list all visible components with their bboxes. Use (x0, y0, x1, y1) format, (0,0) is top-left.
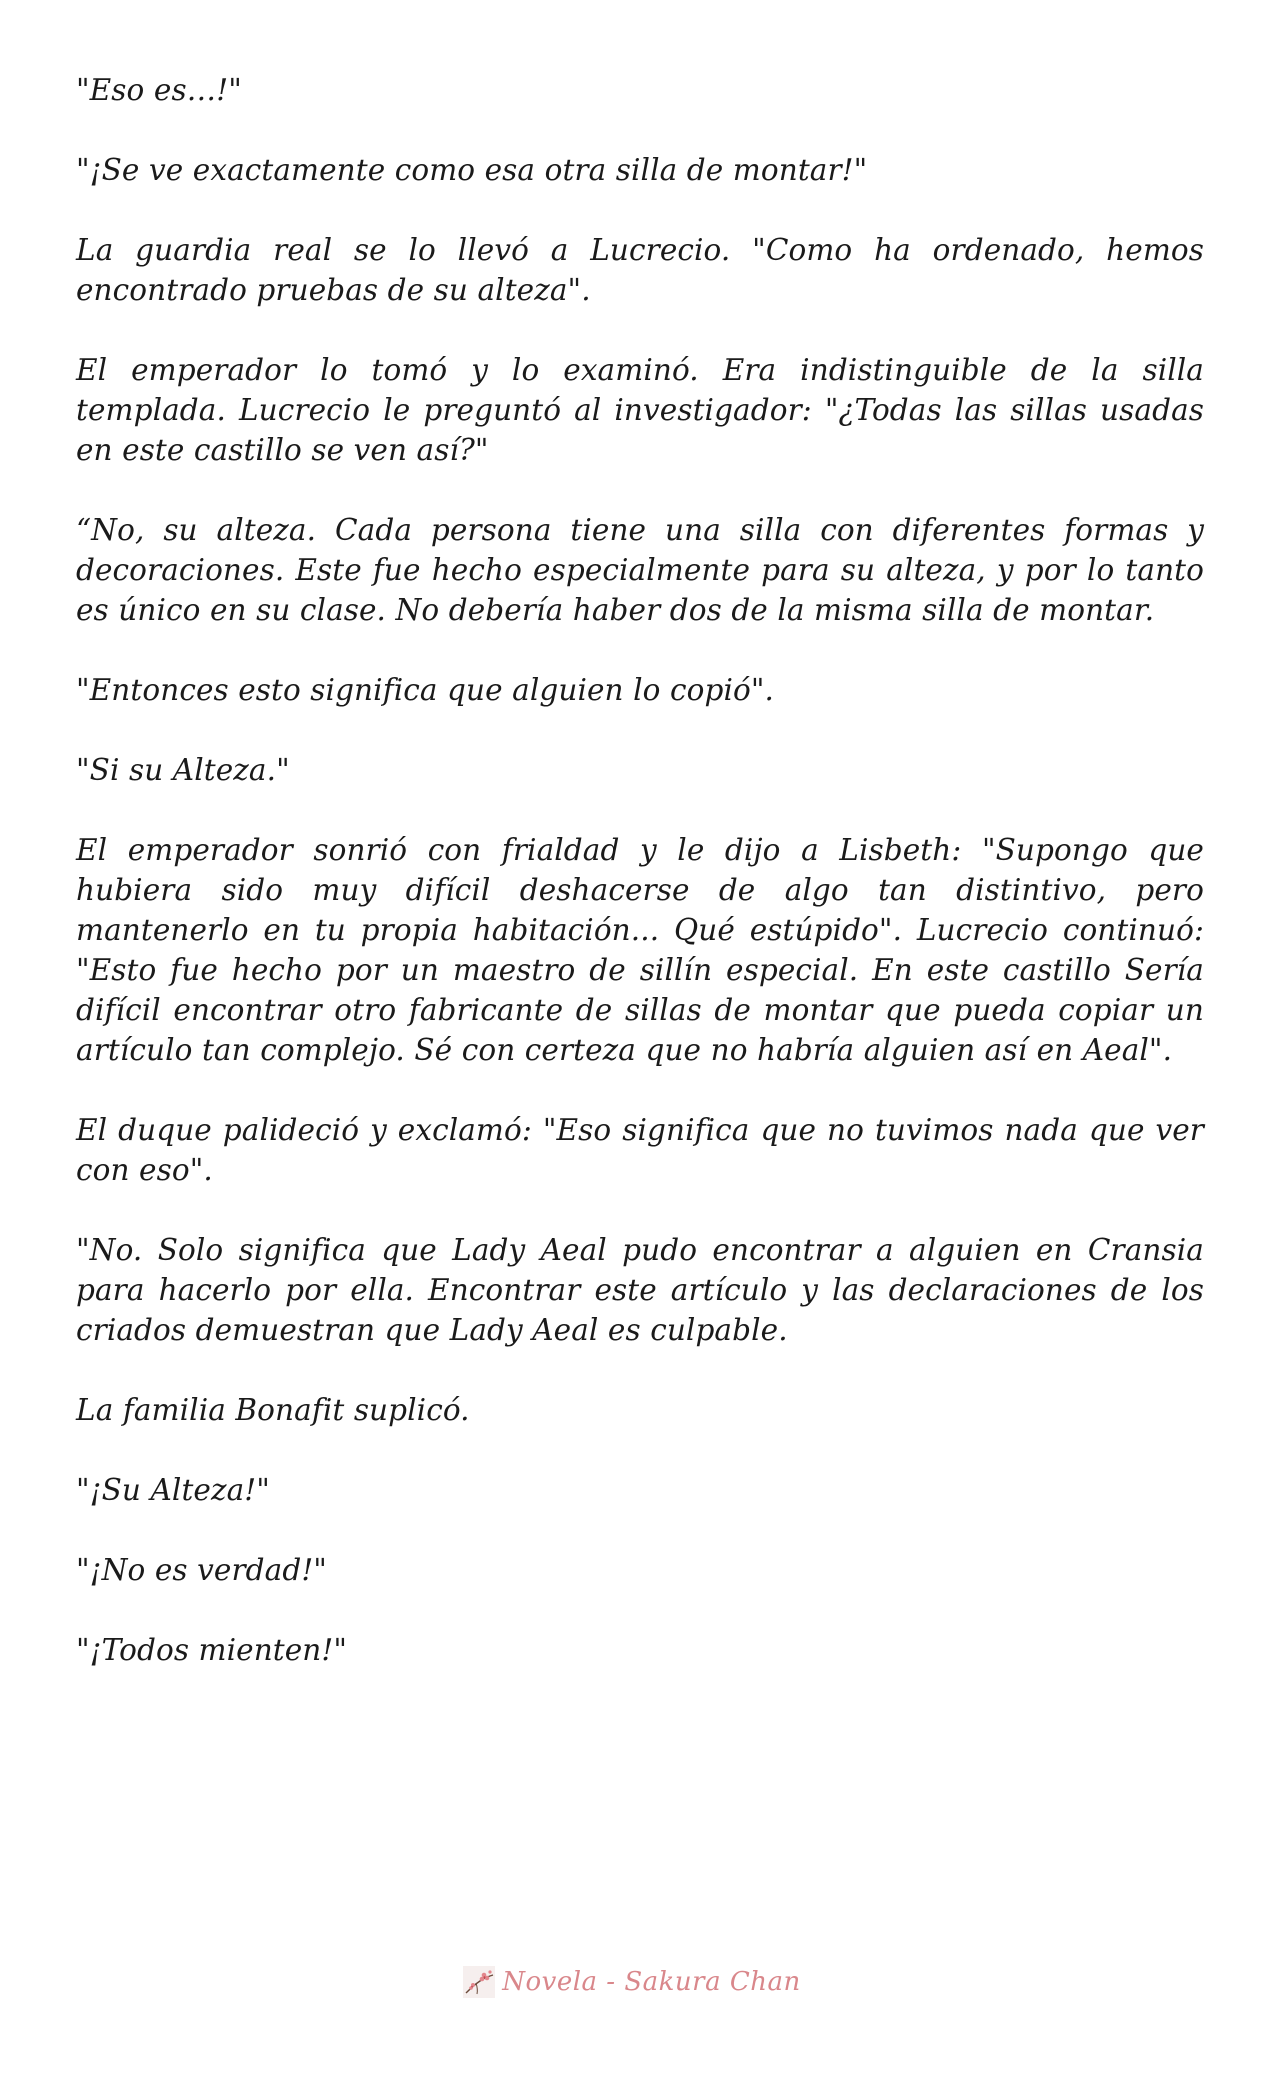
footer-brand (462, 1965, 801, 1999)
paragraph: "¡No es verdad!" (76, 1553, 327, 1587)
paragraph: "¡Se ve exactamente como esa otra silla de montar!" (76, 153, 868, 187)
paragraph: “No, su alteza. Cada persona tiene una silla con diferentes formas y decoraciones. Este fue hecho especialmente para su alteza, y por lo tanto es único en su clase. No debería haber dos de la misma silla de montar. (76, 513, 1204, 627)
paragraph: El emperador lo tomó y lo examinó. Era indistinguible de la silla templada. Lucrecio le preguntó al investigador: "¿Todas las sillas usadas en este castillo se ven así?" (76, 353, 1204, 467)
paragraph: La familia Bonafit suplicó. (76, 1393, 470, 1427)
paragraph: "¡Su Alteza!" (76, 1473, 270, 1507)
paragraph: "¡Todos mienten!" (76, 1633, 348, 1667)
paragraph: "No. Solo significa que Lady Aeal pudo encontrar a alguien en Cransia para hacerlo por ella. Encontrar este artículo y las declaraciones de los criados demuestran que Lady Aeal es culpable. (76, 1233, 1204, 1347)
footer-brand-text: Novela - Sakura Chan (502, 1967, 801, 1997)
paragraph: "Si su Alteza." (76, 753, 290, 787)
document-body (76, 70, 1204, 1710)
paragraph: El emperador sonrió con frialdad y le dijo a Lisbeth: "Supongo que hubiera sido muy difícil deshacerse de algo tan distintivo, pero mantenerlo en tu propia habitación... Qué estúpido". Lucrecio continuó: "Esto fue hecho por un maestro de sillín especial. En este castillo Sería difícil encontrar otro fabricante de sillas de montar que pueda copiar un artículo tan complejo. Sé con certeza que no habría alguien así en Aeal". (76, 833, 1204, 1067)
paragraph: La guardia real se lo llevó a Lucrecio. "Como ha ordenado, hemos encontrado pruebas de su alteza". (76, 233, 1204, 307)
paragraph: "Eso es…!" (76, 73, 242, 107)
paragraph: "Entonces esto significa que alguien lo copió". (76, 673, 775, 707)
paragraph: El duque palideció y exclamó: "Eso significa que no tuvimos nada que ver con eso". (76, 1113, 1204, 1187)
cherry-blossom-icon (462, 1965, 496, 1999)
footer-watermark (0, 1962, 1275, 2002)
